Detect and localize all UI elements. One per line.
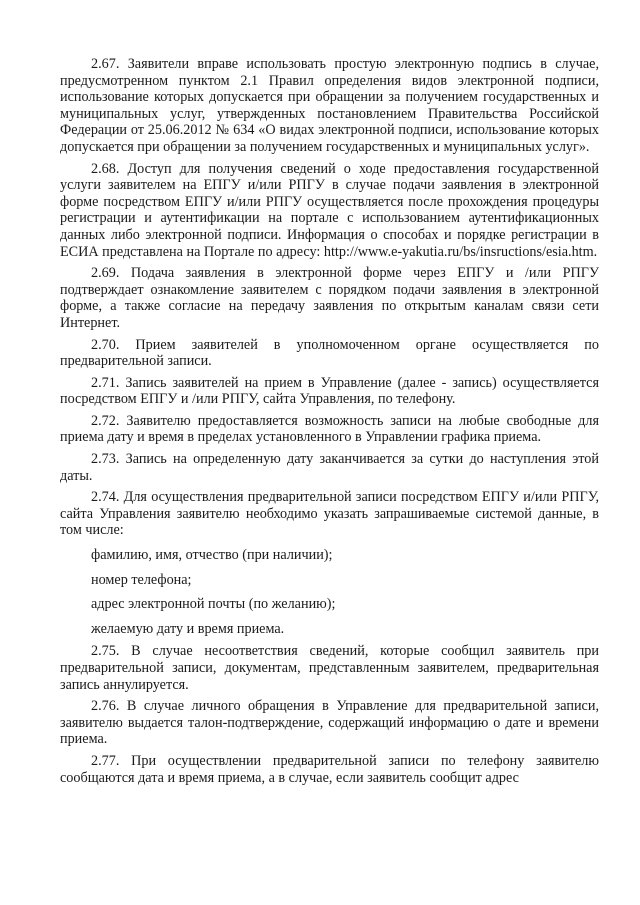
paragraph-2-69: 2.69. Подача заявления в электронной форме через ЕПГУ и /или РПГУ подтверждает ознакомление заявителем с порядком подачи заявления в электронной форме, а также согласие на передачу заявления по открытым каналам связи сети Интернет. — [60, 265, 599, 331]
document-page — [60, 56, 599, 791]
paragraph-2-76: 2.76. В случае личного обращения в Управление для предварительной записи, заявителю выдается талон-подтверждение, содержащий информацию о дате и времени приема. — [60, 698, 599, 748]
list-item: номер телефона; — [91, 571, 192, 588]
paragraph-2-77: 2.77. При осуществлении предварительной записи по телефону заявителю сообщаются дата и время приема, а в случае, если заявитель сообщит адрес — [60, 752, 599, 786]
list-item: фамилию, имя, отчество (при наличии); — [91, 547, 333, 564]
list-item: желаемую дату и время приема. — [91, 620, 285, 637]
paragraph-2-72: 2.72. Заявителю предоставляется возможность записи на любые свободные для приема дату и время в пределах установленного в Управлении графика приема. — [60, 412, 599, 446]
paragraph-2-75: 2.75. В случае несоответствия сведений, которые сообщил заявитель при предварительной записи, документам, представленным заявителем, предварительная запись аннулируется. — [60, 643, 599, 693]
paragraph-2-71: 2.71. Запись заявителей на прием в Управление (далее - запись) осуществляется посредством ЕПГУ и /или РПГУ, сайта Управления, по телефону. — [60, 374, 599, 408]
paragraph-2-68: 2.68. Доступ для получения сведений о ходе предоставления государственной услуги заявителем на ЕПГУ и/или РПГУ в случае подачи заявления в электронной форме посредством ЕПГУ и/или РПГУ осуществляется после прохождения процедуры регистрации и аутентификации на портале с использованием аутентификационных данных либо электронной подписи. Информация о способах и порядке регистрации в ЕСИА представлена на Портале по адресу: http://www.e-yakutia.ru/bs/insructions/esia.htm. — [60, 160, 599, 260]
required-data-list — [60, 547, 599, 637]
paragraph-2-70: 2.70. Прием заявителей в уполномоченном органе осуществляется по предварительной записи. — [60, 336, 599, 370]
paragraph-2-67: 2.67. Заявители вправе использовать простую электронную подпись в случае, предусмотренном пунктом 2.1 Правил определения видов электронной подписи, использование которых допускается при обращении за получением государственных и муниципальных услуг, утвержденных постановлением Правительства Российской Федерации от 25.06.2012 № 634 «О видах электронной подписи, использование которых допускается при обращении за получением государственных и муниципальных услуг». — [60, 56, 599, 155]
paragraph-2-74: 2.74. Для осуществления предварительной записи посредством ЕПГУ и/или РПГУ, сайта Управления заявителю необходимо указать запрашиваемые системой данные, в том числе: — [60, 489, 599, 539]
paragraph-2-73: 2.73. Запись на определенную дату заканчивается за сутки до наступления этой даты. — [60, 451, 599, 484]
list-item: адрес электронной почты (по желанию); — [91, 596, 336, 613]
